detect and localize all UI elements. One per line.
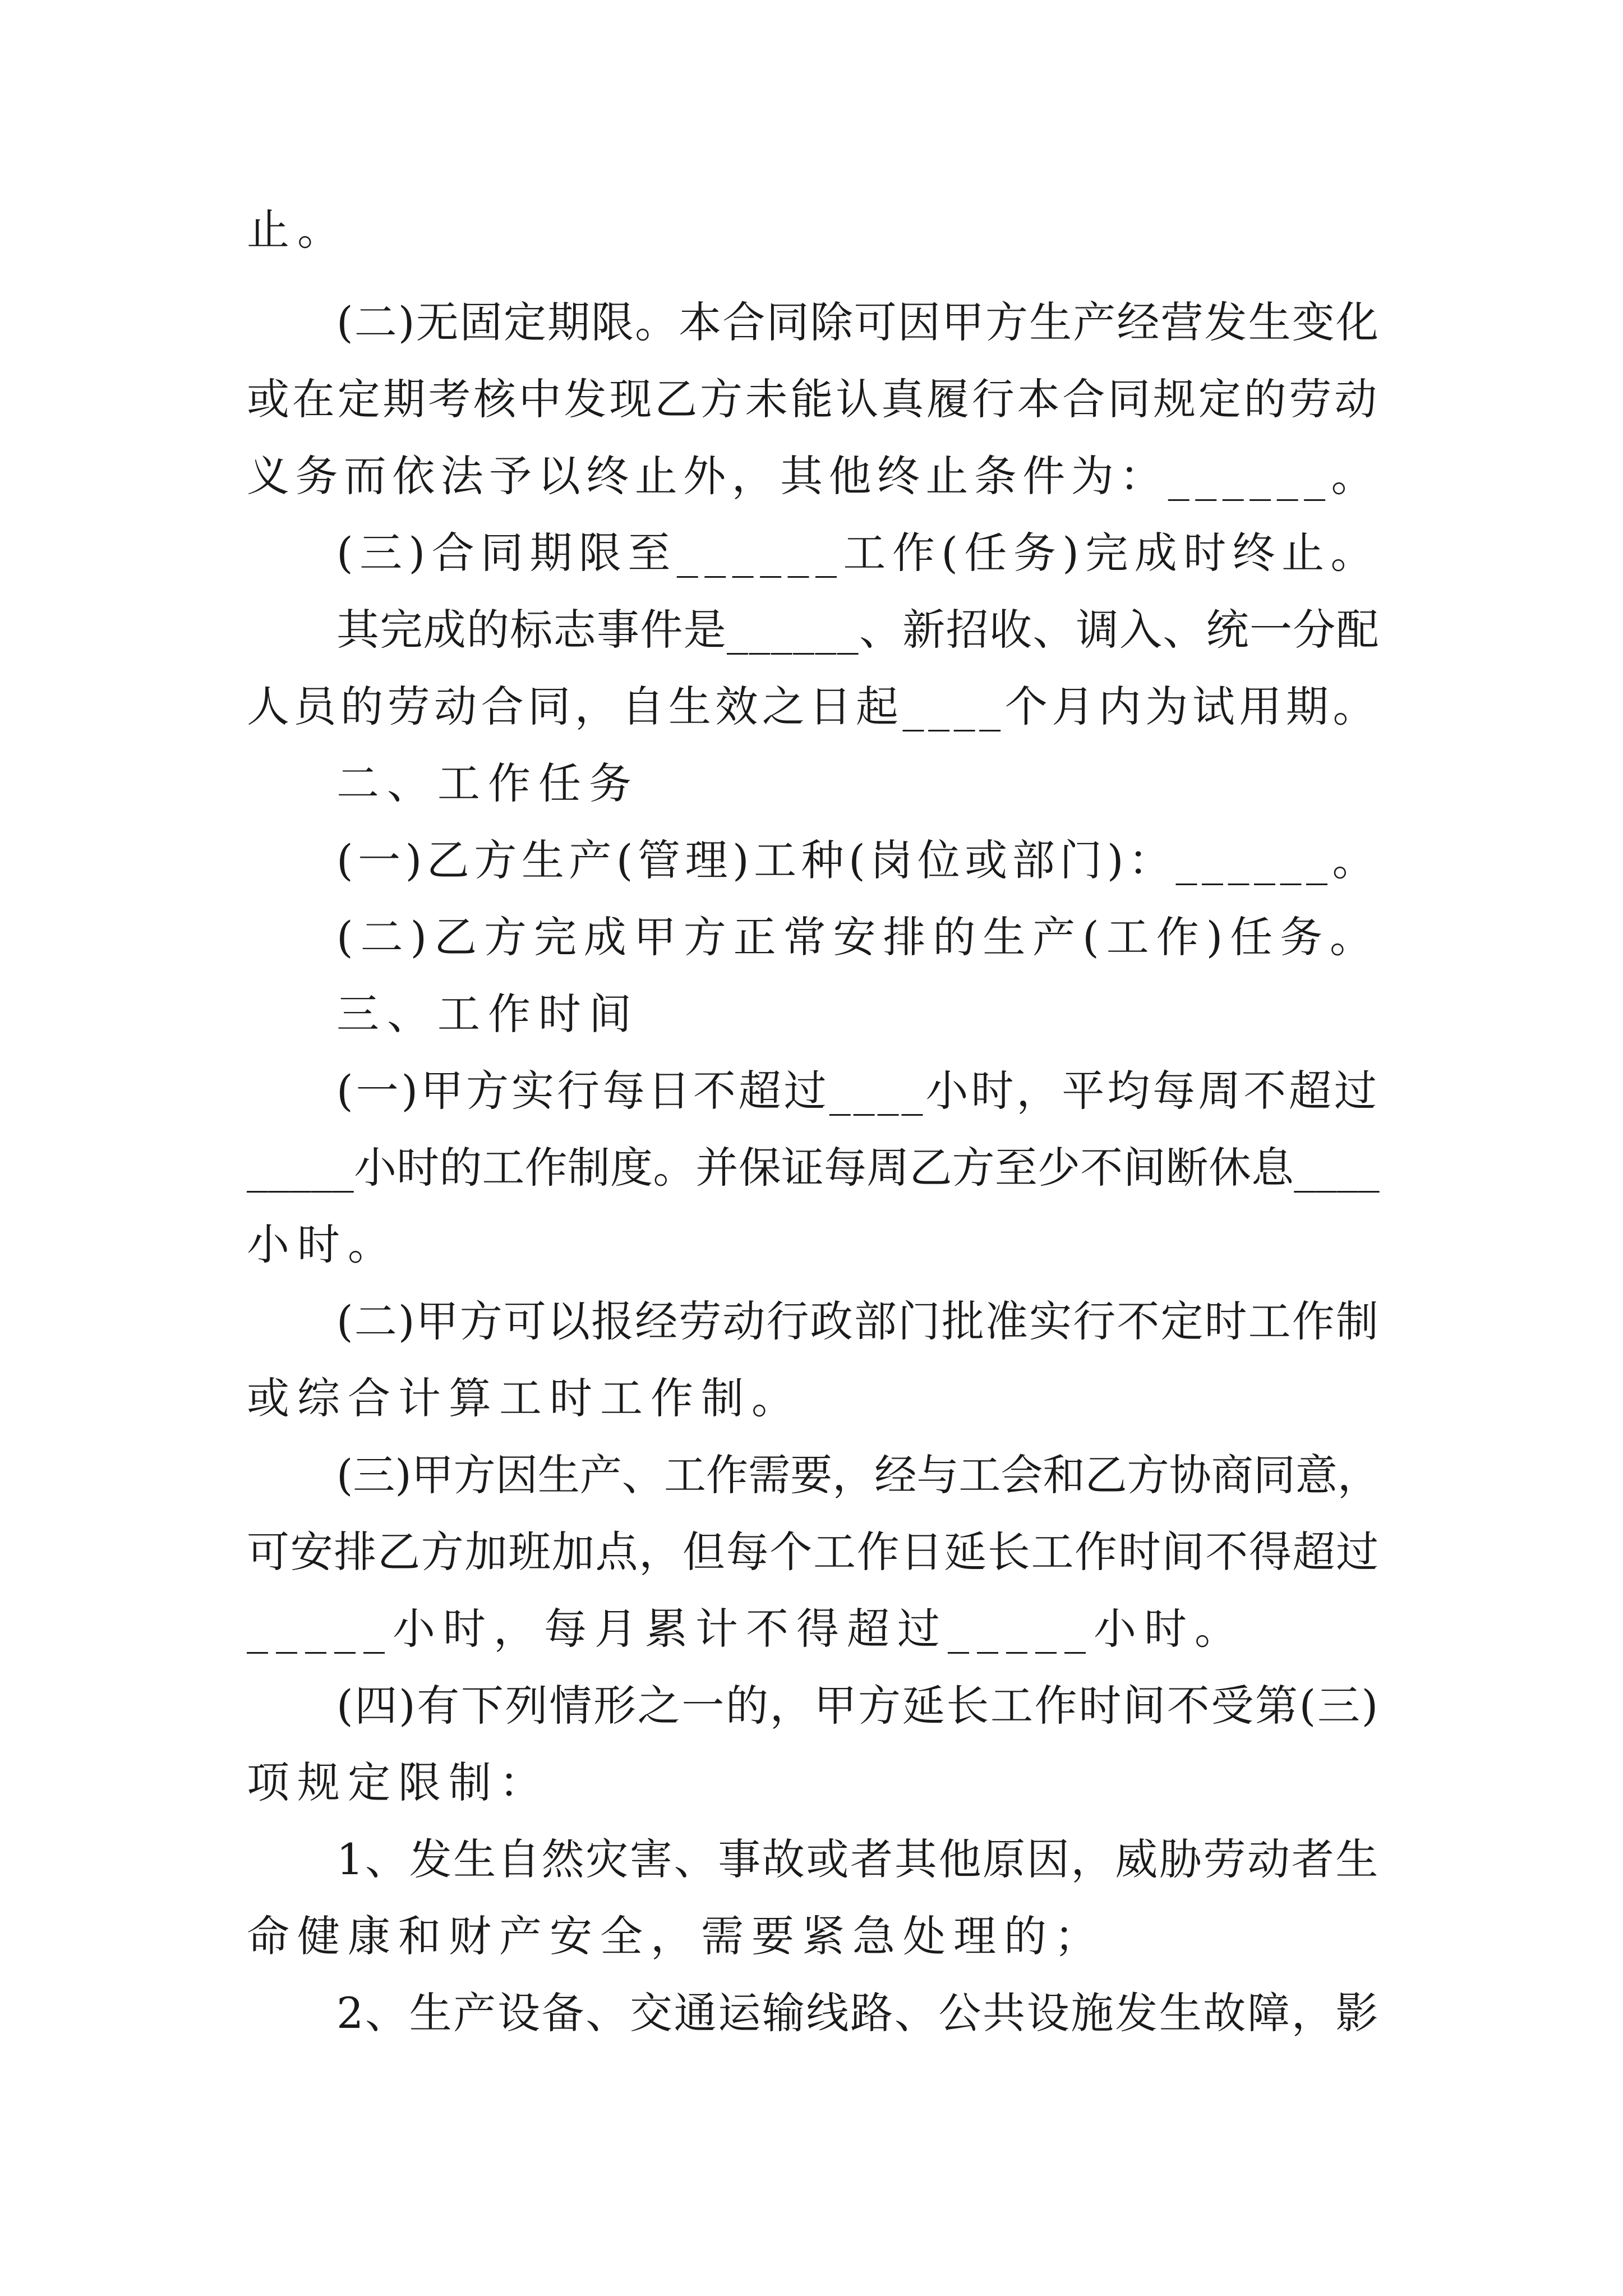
text-line [336, 1675, 1623, 1737]
line-text: (四)有下列情形之一的，甲方延长工作时间不受第(三) [336, 1681, 1380, 1731]
text-line [336, 292, 1623, 353]
line-text: (一)甲方实行每日不超过____小时，平均每周不超过 [336, 1066, 1380, 1116]
line-text: 项规定限制： [247, 1757, 550, 1807]
text-line [247, 1214, 1623, 1276]
line-text: (一)乙方生产(管理)工种(岗位或部门)：______。 [336, 835, 1380, 885]
line-text: 小时。 [247, 1220, 398, 1269]
text-line [336, 1060, 1623, 1122]
text-line [247, 1906, 1623, 1967]
text-line [247, 445, 1623, 507]
text-line [247, 1368, 1623, 1429]
line-text: 2、生产设备、交通运输线路、公共设施发生故障，影 [336, 1988, 1380, 2038]
text-line [336, 1982, 1623, 2044]
line-text: 义务而依法予以终止外，其他终止条件为：______。 [247, 451, 1380, 501]
text-line [336, 1829, 1623, 1890]
line-text: 可安排乙方加班加点，但每个工作日延长工作时间不得超过 [247, 1527, 1380, 1577]
text-line [247, 676, 1623, 738]
text-line [247, 199, 1623, 261]
line-text: (三)合同期限至______工作(任务)完成时终止。 [336, 528, 1380, 578]
line-text: _____小时的工作制度。并保证每周乙方至少不间断休息____ [247, 1143, 1380, 1193]
text-line [247, 1598, 1623, 1660]
line-text: 1、发生自然灾害、事故或者其他原因，威胁劳动者生 [336, 1834, 1380, 1884]
line-text: 三、工作时间 [336, 989, 639, 1039]
text-line [247, 1521, 1623, 1583]
line-text: 二、工作任务 [336, 758, 639, 808]
line-text: _____小时，每月累计不得超过_____小时。 [247, 1604, 1245, 1654]
text-line [336, 1291, 1623, 1352]
line-text: (二)无固定期限。本合同除可因甲方生产经营发生变化 [336, 297, 1380, 347]
text-line [336, 830, 1623, 891]
text-line [336, 907, 1623, 968]
section-heading [336, 753, 1623, 815]
line-text: 命健康和财产安全，需要紧急处理的； [247, 1911, 1105, 1961]
line-text: 或在定期考核中发现乙方未能认真履行本合同规定的劳动 [247, 374, 1380, 424]
text-line [336, 599, 1623, 661]
line-text: (二)乙方完成甲方正常安排的生产(工作)任务。 [336, 912, 1380, 962]
line-text: (二)甲方可以报经劳动行政部门批准实行不定时工作制 [336, 1296, 1380, 1346]
line-text: (三)甲方因生产、工作需要，经与工会和乙方协商同意， [336, 1450, 1380, 1500]
section-heading [336, 983, 1623, 1045]
line-text: 止。 [247, 205, 348, 255]
line-text: 或综合计算工时工作制。 [247, 1373, 802, 1423]
text-line [247, 1752, 1623, 1814]
text-line [336, 522, 1623, 584]
line-text: 人员的劳动合同，自生效之日起____个月内为试用期。 [247, 682, 1380, 731]
text-line [247, 369, 1623, 430]
text-line [336, 1444, 1623, 1506]
line-text: 其完成的标志事件是______、新招收、调入、统一分配 [336, 605, 1380, 655]
text-line [247, 1137, 1623, 1199]
